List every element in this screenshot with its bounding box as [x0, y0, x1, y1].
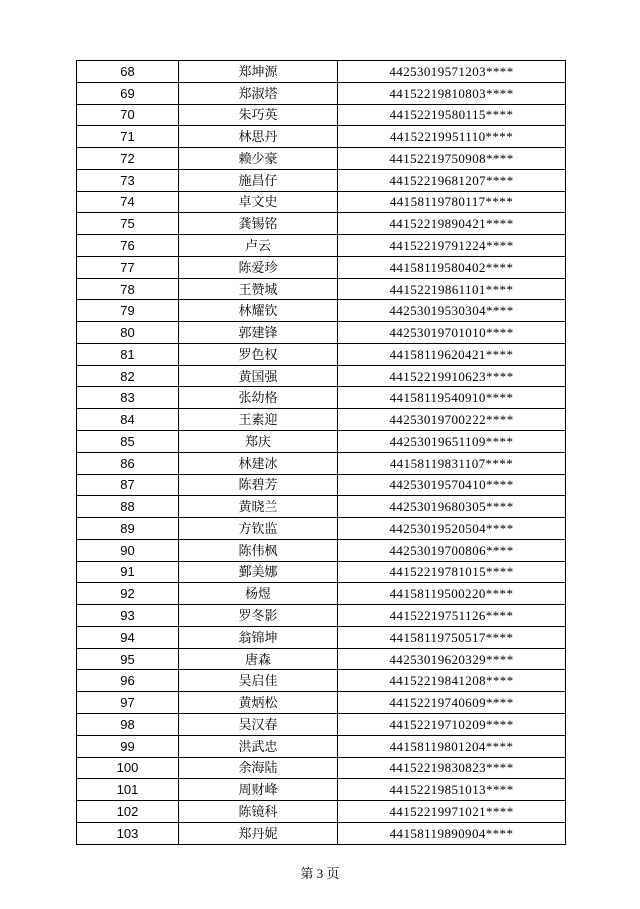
table-row: [77, 343, 566, 365]
id-number-cell: 44253019701010****: [338, 322, 566, 344]
table-row: [77, 169, 566, 191]
name-cell: 翁锦坤: [179, 626, 338, 648]
name-cell: 赖少豪: [179, 148, 338, 170]
row-number-cell: 79: [77, 300, 179, 322]
table-row: [77, 278, 566, 300]
name-cell: 王赞城: [179, 278, 338, 300]
table-row: [77, 496, 566, 518]
roster-table-body: [77, 61, 566, 845]
table-row: [77, 692, 566, 714]
table-row: [77, 409, 566, 431]
table-row: [77, 801, 566, 823]
table-row: [77, 191, 566, 213]
row-number-cell: 92: [77, 583, 179, 605]
name-cell: 郑淑塔: [179, 82, 338, 104]
id-number-cell: 44253019700806****: [338, 539, 566, 561]
id-number-cell: 44253019520504****: [338, 518, 566, 540]
table-row: [77, 822, 566, 844]
id-number-cell: 44152219851013****: [338, 779, 566, 801]
table-row: [77, 104, 566, 126]
table-row: [77, 648, 566, 670]
name-cell: 杨煜: [179, 583, 338, 605]
name-cell: 吴启佳: [179, 670, 338, 692]
id-number-cell: 44152219810803****: [338, 82, 566, 104]
table-row: [77, 235, 566, 257]
id-number-cell: 44152219751126****: [338, 605, 566, 627]
id-number-cell: 44158119620421****: [338, 343, 566, 365]
row-number-cell: 74: [77, 191, 179, 213]
table-row: [77, 387, 566, 409]
row-number-cell: 84: [77, 409, 179, 431]
row-number-cell: 95: [77, 648, 179, 670]
id-number-cell: 44253019651109****: [338, 431, 566, 453]
id-number-cell: 44152219781015****: [338, 561, 566, 583]
id-number-cell: 44253019620329****: [338, 648, 566, 670]
id-number-cell: 44253019700222****: [338, 409, 566, 431]
name-cell: 王素迎: [179, 409, 338, 431]
row-number-cell: 103: [77, 822, 179, 844]
table-row: [77, 322, 566, 344]
row-number-cell: 68: [77, 61, 179, 83]
name-cell: 卓文史: [179, 191, 338, 213]
row-number-cell: 70: [77, 104, 179, 126]
name-cell: 林耀钦: [179, 300, 338, 322]
row-number-cell: 75: [77, 213, 179, 235]
row-number-cell: 78: [77, 278, 179, 300]
row-number-cell: 97: [77, 692, 179, 714]
page-number: 第 3 页: [300, 866, 340, 881]
row-number-cell: 83: [77, 387, 179, 409]
name-cell: 郑庆: [179, 431, 338, 453]
id-number-cell: 44253019571203****: [338, 61, 566, 83]
id-number-cell: 44253019680305****: [338, 496, 566, 518]
table-row: [77, 431, 566, 453]
name-cell: 陈镜科: [179, 801, 338, 823]
id-number-cell: 44152219861101****: [338, 278, 566, 300]
row-number-cell: 102: [77, 801, 179, 823]
row-number-cell: 88: [77, 496, 179, 518]
row-number-cell: 80: [77, 322, 179, 344]
id-number-cell: 44158119500220****: [338, 583, 566, 605]
id-number-cell: 44152219910623****: [338, 365, 566, 387]
row-number-cell: 90: [77, 539, 179, 561]
id-number-cell: 44253019570410****: [338, 474, 566, 496]
row-number-cell: 100: [77, 757, 179, 779]
table-row: [77, 82, 566, 104]
row-number-cell: 87: [77, 474, 179, 496]
name-cell: 郑坤源: [179, 61, 338, 83]
table-row: [77, 583, 566, 605]
name-cell: 郭建锋: [179, 322, 338, 344]
row-number-cell: 77: [77, 256, 179, 278]
id-number-cell: 44152219580115****: [338, 104, 566, 126]
id-number-cell: 44158119801204****: [338, 735, 566, 757]
row-number-cell: 101: [77, 779, 179, 801]
table-row: [77, 148, 566, 170]
id-number-cell: 44152219791224****: [338, 235, 566, 257]
row-number-cell: 76: [77, 235, 179, 257]
name-cell: 卢云: [179, 235, 338, 257]
id-number-cell: 44152219951110****: [338, 126, 566, 148]
table-row: [77, 735, 566, 757]
row-number-cell: 93: [77, 605, 179, 627]
name-cell: 黄炳松: [179, 692, 338, 714]
id-number-cell: 44152219830823****: [338, 757, 566, 779]
row-number-cell: 94: [77, 626, 179, 648]
table-row: [77, 713, 566, 735]
row-number-cell: 99: [77, 735, 179, 757]
id-number-cell: 44158119540910****: [338, 387, 566, 409]
table-row: [77, 213, 566, 235]
name-cell: 陈碧芳: [179, 474, 338, 496]
name-cell: 罗色权: [179, 343, 338, 365]
row-number-cell: 71: [77, 126, 179, 148]
table-row: [77, 605, 566, 627]
table-row: [77, 256, 566, 278]
id-number-cell: 44152219681207****: [338, 169, 566, 191]
name-cell: 黄国强: [179, 365, 338, 387]
name-cell: 陈伟枫: [179, 539, 338, 561]
name-cell: 施昌仔: [179, 169, 338, 191]
table-row: [77, 300, 566, 322]
name-cell: 吴汉春: [179, 713, 338, 735]
name-cell: 方钦监: [179, 518, 338, 540]
row-number-cell: 85: [77, 431, 179, 453]
id-number-cell: 44158119750517****: [338, 626, 566, 648]
name-cell: 周财峰: [179, 779, 338, 801]
name-cell: 朱巧英: [179, 104, 338, 126]
row-number-cell: 91: [77, 561, 179, 583]
id-number-cell: 44158119580402****: [338, 256, 566, 278]
table-row: [77, 452, 566, 474]
table-row: [77, 670, 566, 692]
name-cell: 张幼格: [179, 387, 338, 409]
name-cell: 黄晓兰: [179, 496, 338, 518]
table-row: [77, 474, 566, 496]
id-number-cell: 44152219750908****: [338, 148, 566, 170]
row-number-cell: 82: [77, 365, 179, 387]
name-cell: 鄞美娜: [179, 561, 338, 583]
name-cell: 罗冬影: [179, 605, 338, 627]
name-cell: 陈爱珍: [179, 256, 338, 278]
id-number-cell: 44158119890904****: [338, 822, 566, 844]
id-number-cell: 44158119780117****: [338, 191, 566, 213]
name-cell: 余海陆: [179, 757, 338, 779]
id-number-cell: 44152219971021****: [338, 801, 566, 823]
name-cell: 林思丹: [179, 126, 338, 148]
id-number-cell: 44158119831107****: [338, 452, 566, 474]
row-number-cell: 81: [77, 343, 179, 365]
id-number-cell: 44253019530304****: [338, 300, 566, 322]
id-number-cell: 44152219890421****: [338, 213, 566, 235]
row-number-cell: 69: [77, 82, 179, 104]
name-cell: 唐森: [179, 648, 338, 670]
table-row: [77, 518, 566, 540]
row-number-cell: 86: [77, 452, 179, 474]
id-number-cell: 44152219841208****: [338, 670, 566, 692]
id-number-cell: 44152219710209****: [338, 713, 566, 735]
name-cell: 洪武忠: [179, 735, 338, 757]
table-row: [77, 779, 566, 801]
row-number-cell: 72: [77, 148, 179, 170]
table-row: [77, 61, 566, 83]
table-row: [77, 126, 566, 148]
roster-table: [76, 60, 566, 845]
row-number-cell: 98: [77, 713, 179, 735]
table-row: [77, 757, 566, 779]
id-number-cell: 44152219740609****: [338, 692, 566, 714]
name-cell: 郑丹妮: [179, 822, 338, 844]
table-row: [77, 626, 566, 648]
table-row: [77, 561, 566, 583]
name-cell: 林建冰: [179, 452, 338, 474]
row-number-cell: 89: [77, 518, 179, 540]
table-row: [77, 365, 566, 387]
name-cell: 龚锡铭: [179, 213, 338, 235]
table-row: [77, 539, 566, 561]
row-number-cell: 96: [77, 670, 179, 692]
row-number-cell: 73: [77, 169, 179, 191]
